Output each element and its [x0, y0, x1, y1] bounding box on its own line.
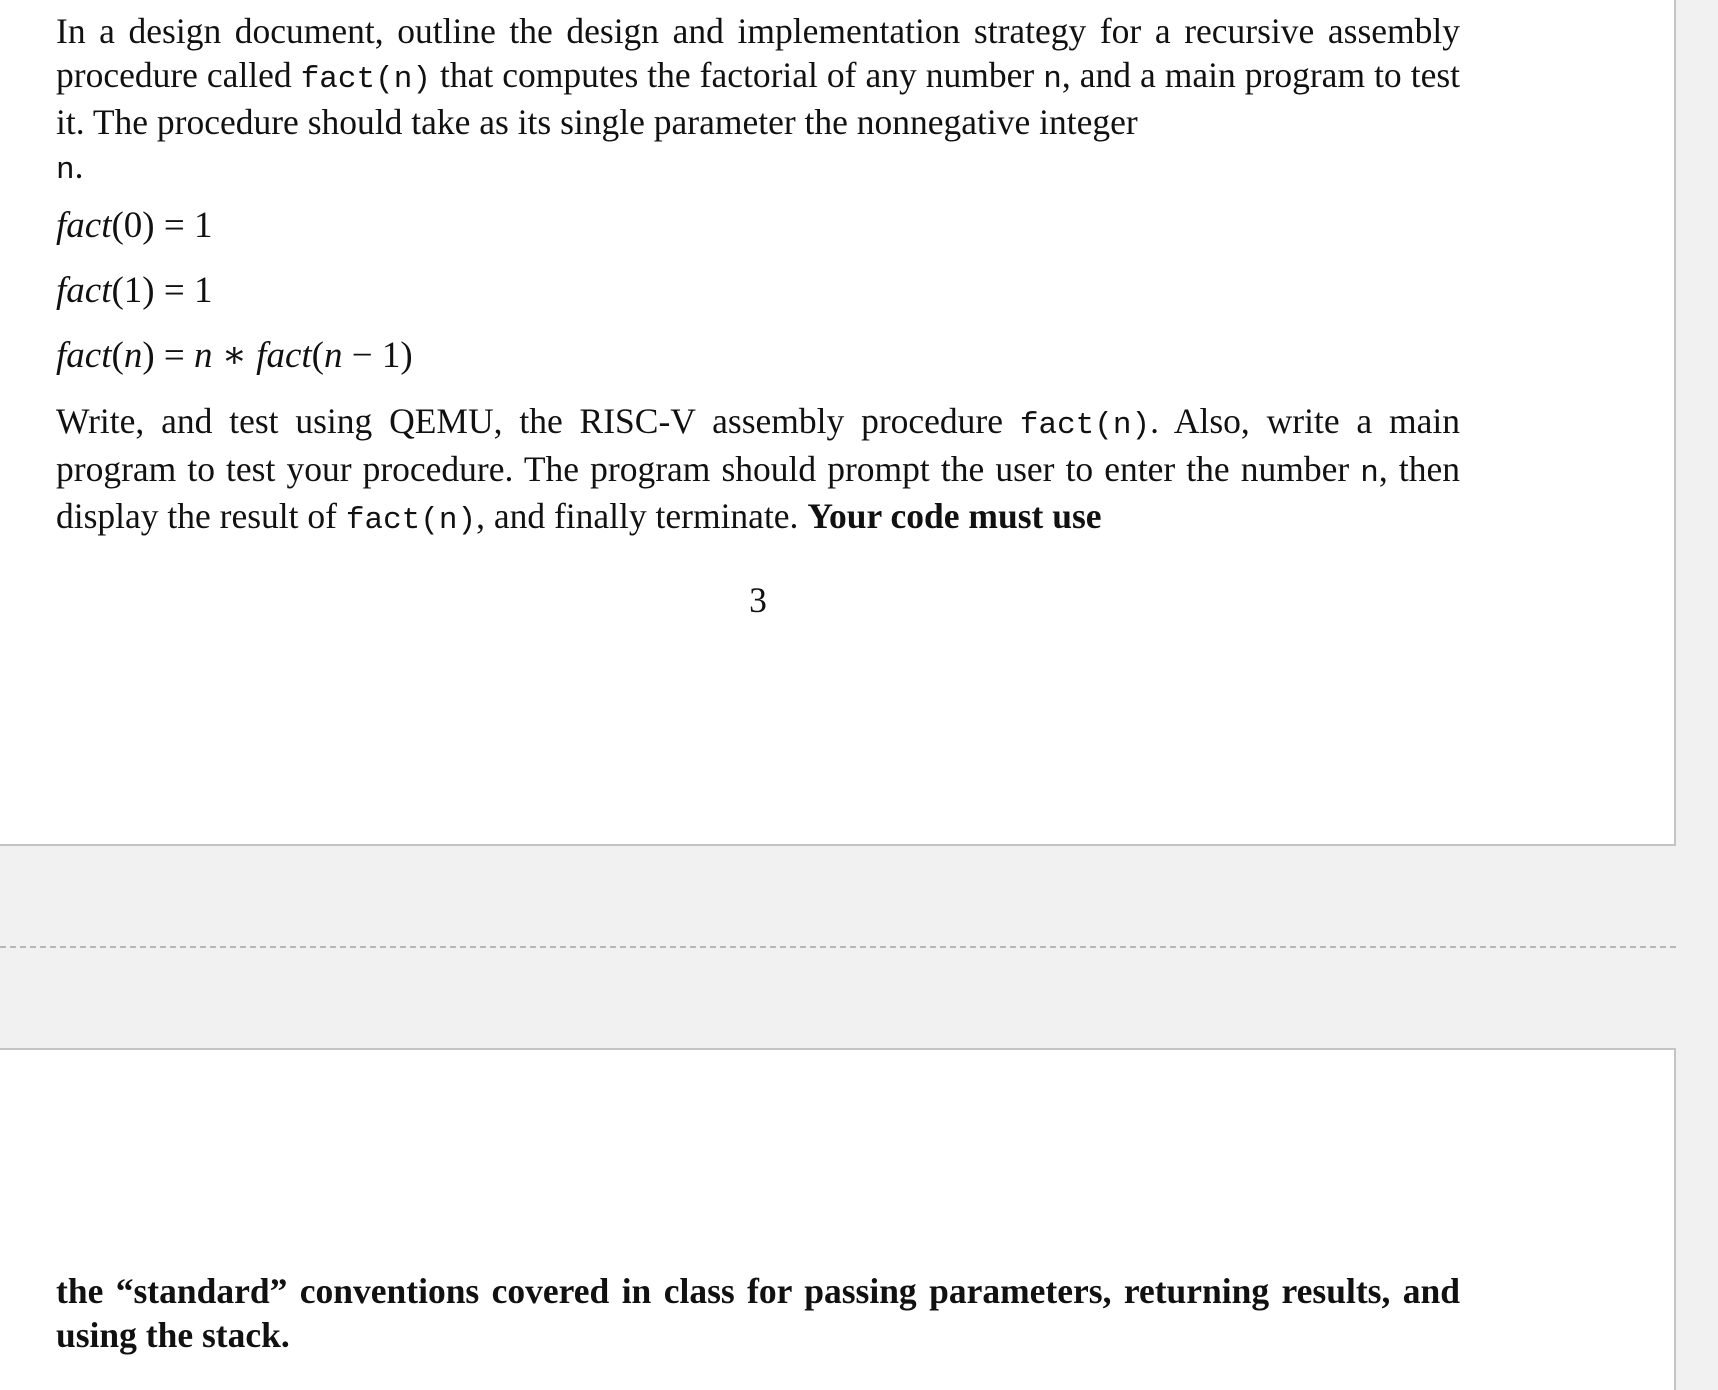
procedure-name-code: fact(n) [1019, 408, 1151, 443]
equation-fact-n: fact(n) = n ∗ fact(n − 1) [56, 335, 413, 376]
task-text-1: Write, and test using QEMU, the RISC-V assembly procedure [56, 401, 1020, 441]
procedure-name-code: fact(n) [300, 61, 431, 97]
intro-text-4: . [74, 145, 84, 186]
equation-fact-0: fact(0) = 1 [56, 205, 213, 246]
document-page-4 [0, 1048, 1676, 1390]
task-text-3: , then display the result of [56, 448, 1460, 536]
task-text-2: . Also, write a main program to test your procedure. The program should prompt the user to enter the number [56, 401, 1460, 489]
equation-fact-1: fact(1) = 1 [56, 270, 213, 311]
intro-text-2: that computes the factorial of any number [430, 54, 1044, 95]
task-text-4: , and finally terminate. [476, 496, 808, 536]
intro-text-3: , and a main program to test it. The procedure should take as its single parameter the nonnegative integer [56, 54, 1460, 142]
requirement-bold-text: Your code must use [807, 496, 1102, 536]
page-number: 3 [749, 580, 767, 620]
intro-text-1: In a design document, outline the design and implementation strategy for a recursive assembly procedure called [56, 11, 1460, 95]
intro-paragraph [56, 10, 1460, 192]
task-paragraph [56, 400, 1460, 543]
variable-n-code: n [1043, 61, 1062, 97]
continuation-paragraph: the “standard” conventions covered in class for passing parameters, returning results, and using the stack. [56, 1271, 1460, 1355]
variable-n-code: n [1360, 455, 1379, 491]
page-break-divider [0, 946, 1676, 948]
procedure-call-code: fact(n) [345, 503, 477, 538]
variable-n-code: n [56, 152, 75, 188]
